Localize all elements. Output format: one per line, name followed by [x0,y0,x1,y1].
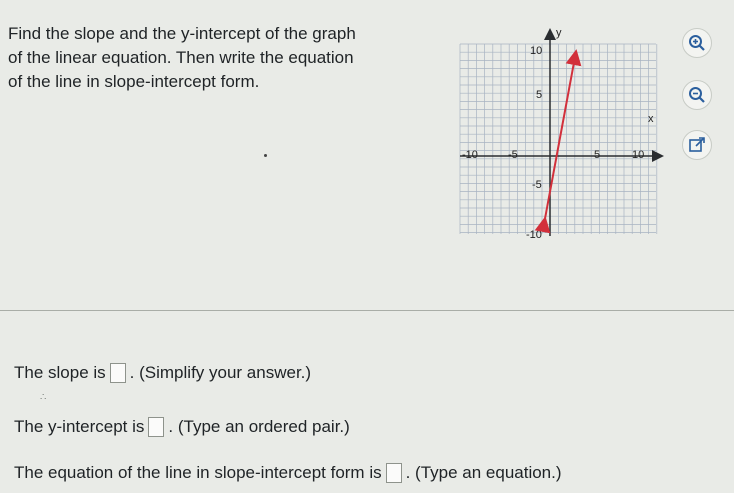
intercept-input[interactable] [148,417,164,437]
intercept-prompt: The y-intercept is [14,417,145,436]
x-tick-5: 5 [594,149,601,161]
zoom-in-icon [688,34,706,52]
question-line-3: of the line in slope-intercept form. [8,72,260,91]
question-line-1: Find the slope and the y-intercept of the graph [8,24,356,43]
slope-hint: . (Simplify your answer.) [129,363,312,382]
graphed-line [544,57,575,224]
intercept-hint: . (Type an ordered pair.) [168,417,350,436]
coordinate-graph [452,24,672,244]
equation-answer-row [14,462,562,484]
section-divider [0,310,734,311]
external-link-icon [688,136,706,154]
popout-button[interactable] [682,130,712,160]
y-axis-label: y [556,27,562,39]
y-tick-10: 10 [530,45,543,57]
slope-input[interactable] [110,363,126,383]
equation-input[interactable] [386,463,402,483]
question-line-2: of the linear equation. Then write the equation [8,48,354,67]
y-tick-neg10: -10 [526,229,542,241]
x-axis-label: x [648,113,654,125]
zoom-out-button[interactable] [682,80,712,110]
slope-prompt: The slope is [14,363,106,382]
question-text [8,22,438,94]
equation-prompt: The equation of the line in slope-intercept form is [14,463,382,482]
slope-answer-row [14,362,311,384]
zoom-out-icon [688,86,706,104]
y-tick-neg5: -5 [532,179,542,191]
stray-mark [264,154,267,157]
x-tick-neg10: -10 [462,149,478,161]
graph-grid [460,44,657,234]
y-tick-5: 5 [536,89,543,101]
equation-hint: . (Type an equation.) [405,463,562,482]
x-tick-neg5: -5 [508,149,518,161]
zoom-in-button[interactable] [682,28,712,58]
decorative-dots: ∴ [40,392,48,403]
x-tick-10: 10 [632,149,645,161]
intercept-answer-row [14,416,350,438]
